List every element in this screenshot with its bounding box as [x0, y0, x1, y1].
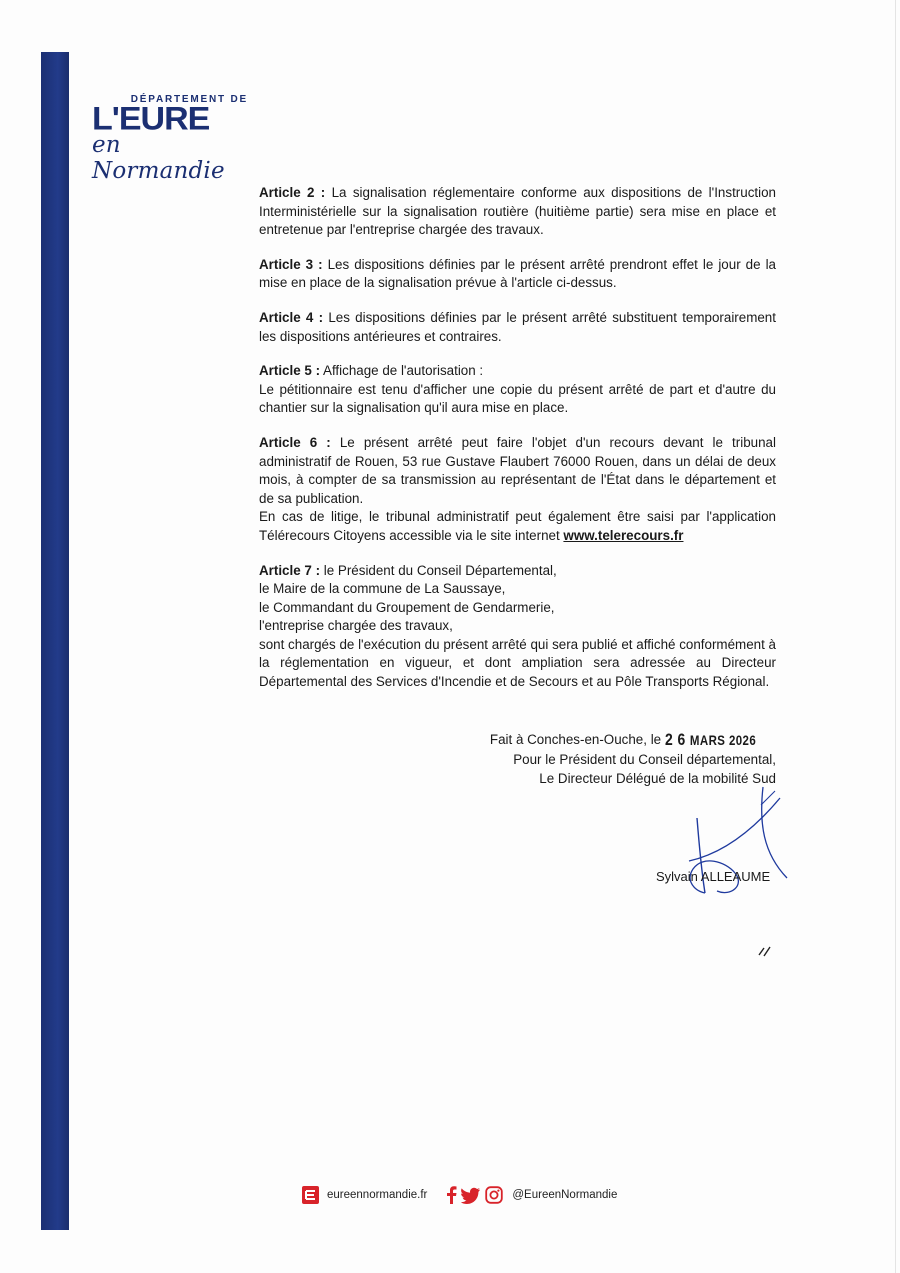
article-5 — [259, 362, 776, 418]
handwritten-mark — [757, 944, 773, 958]
instagram-icon[interactable] — [485, 1186, 503, 1204]
twitter-icon[interactable] — [461, 1186, 481, 1204]
article-7 — [259, 562, 776, 692]
article-6-litigation-text: En cas de litige, le tribunal administratif peut également être saisi par l'application Télérecours Citoyens accessible via le site internet — [259, 509, 776, 543]
signature-line-3: Le Directeur Délégué de la mobilité Sud — [539, 771, 776, 786]
date-stamp-month-year: MARS 2026 — [689, 732, 756, 748]
article-6-text: Le présent arrêté peut faire l'objet d'un recours devant le tribunal administratif de Rouen, 53 rue Gustave Flaubert 76000 Rouen, dans un délai de deux mois, à compter de sa transmission au représentant de l'État dans le département et de sa publication. — [259, 434, 776, 506]
article-3-text: Les dispositions définies par le présent arrêté prendront effet le jour de la mise en place de la signalisation prévue à l'article ci-dessus. — [259, 256, 776, 291]
article-3 — [259, 256, 776, 293]
article-2-text: La signalisation réglementaire conforme aux dispositions de l'Instruction Interministérielle sur la signalisation routière (huitième partie) sera mise en place et entretenue par l'entreprise chargée des travaux. — [259, 185, 776, 238]
article-4 — [259, 309, 776, 346]
telerecours-link[interactable]: www.telerecours.fr — [563, 527, 684, 543]
department-logo — [92, 94, 248, 184]
handwritten-signature — [655, 783, 790, 903]
logo-main-text: L'EURE — [92, 103, 210, 133]
article-7-line-1: le Président du Conseil Départemental, — [323, 562, 557, 578]
facebook-icon[interactable] — [445, 1186, 457, 1204]
article-6-label: Article 6 : — [259, 434, 331, 450]
footer-website[interactable]: eureennormandie.fr — [327, 1189, 428, 1201]
eure-e-icon — [302, 1186, 319, 1204]
article-6 — [259, 434, 776, 546]
logo-top-line: DÉPARTEMENT DE — [130, 94, 248, 105]
logo-wordmark — [92, 103, 244, 133]
article-7-line-2: le Maire de la commune de La Saussaye, — [259, 581, 506, 597]
article-7-line-3: le Commandant du Groupement de Gendarmerie, — [259, 599, 555, 615]
footer-social-handle[interactable]: @EureenNormandie — [512, 1189, 618, 1201]
signature-place-date — [460, 730, 776, 750]
date-stamp — [665, 730, 756, 750]
document-body — [259, 184, 776, 708]
article-5-label: Article 5 : — [259, 363, 321, 379]
article-7-line-4: l'entreprise chargée des travaux, — [259, 618, 453, 634]
article-7-text: sont chargés de l'exécution du présent arrêté qui sera publié et affiché conformément à la réglementation en vigueur, et dont ampliation sera adressée au Directeur Départemental des Services d'Incendie et de Secours et au Pôle Transports Régional. — [259, 636, 776, 690]
department-side-bar — [41, 52, 69, 1230]
article-5-title: Affichage de l'autorisation : — [323, 363, 484, 379]
article-5-text: Le pétitionnaire est tenu d'afficher une copie du présent arrêté de part et d'autre du chantier sur la signalisation qu'il aura mise en place. — [259, 381, 776, 416]
date-stamp-day: 2 6 — [664, 730, 686, 749]
article-4-text: Les dispositions définies par le présent arrêté substituent temporairement les dispositions antérieures et contraires. — [259, 309, 776, 344]
signature-line-2: Pour le Président du Conseil départemental, — [513, 752, 776, 767]
signature-place: Fait à Conches-en-Ouche, le — [489, 732, 662, 747]
article-4-label: Article 4 : — [259, 309, 324, 325]
logo-subtitle: en Normandie — [92, 132, 225, 184]
article-7-label: Article 7 : — [259, 562, 321, 578]
article-3-label: Article 3 : — [259, 256, 323, 272]
article-2-label: Article 2 : — [259, 185, 326, 200]
article-2 — [259, 184, 776, 240]
signer-name: Sylvain ALLEAUME — [656, 869, 771, 884]
footer — [302, 1184, 617, 1206]
page-edge — [895, 0, 896, 1273]
signature-block — [460, 730, 776, 788]
